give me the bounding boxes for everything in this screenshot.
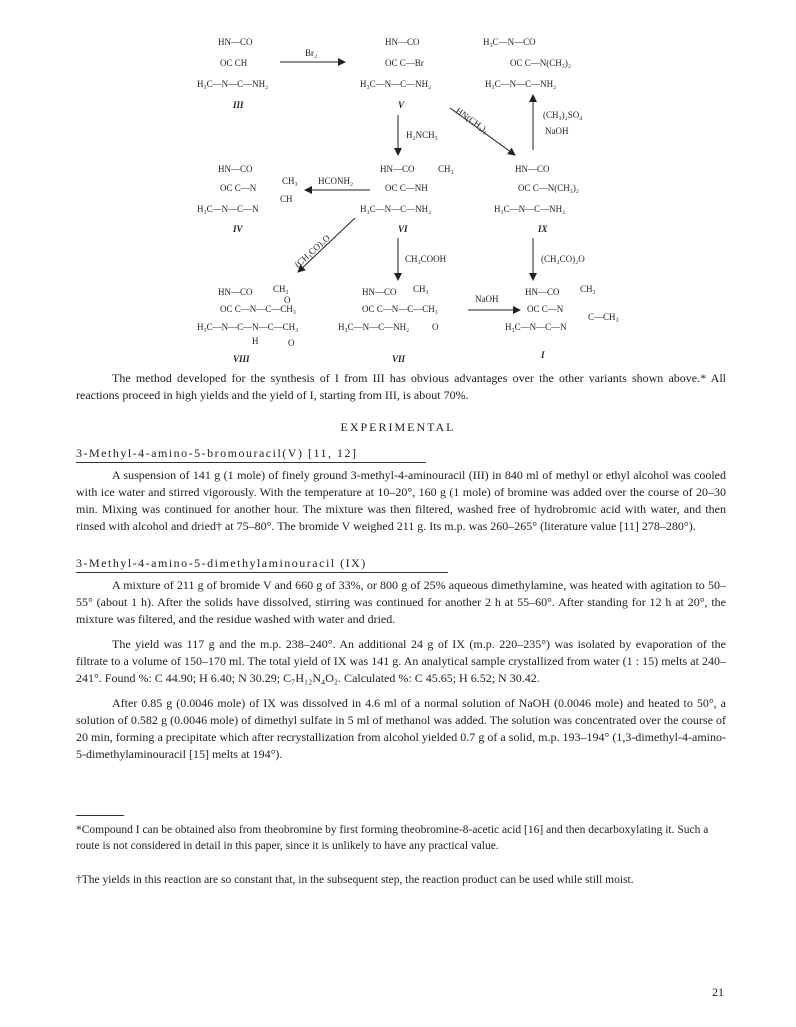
section-2-rule	[76, 572, 448, 573]
svg-text:C—CH₃: C—CH₃	[588, 312, 619, 322]
section-2-title: 3-Methyl-4-amino-5-dimethylaminouracil (IX)	[76, 556, 367, 570]
svg-text:HN—CO: HN—CO	[525, 287, 560, 297]
section-1-paragraph: A suspension of 141 g (1 mole) of finely ground 3-methyl-4-aminouracil (III) in 840 ml of methyl or ethyl alcohol was cooled with ice water and stirred vigorously. With the temperature at 10–20°, 160 g (1 mole) of bromine was added over the course of 20–30 min. Mixing was continued for another hour. The mixture was then filtered, washed free of hydrobromic acid with water, and then rinsed with alcohol and dried† at 75–80°. The bromide V weighed 211 g. Its m.p. was 260–265° (literature value [11] 278–280°).	[76, 468, 726, 533]
compound-VIII	[197, 284, 298, 364]
svg-text:OC C—N—C—CH₃: OC C—N—C—CH₃	[362, 304, 438, 314]
svg-text:VII: VII	[392, 354, 406, 364]
svg-text:HN—CO: HN—CO	[362, 287, 397, 297]
svg-text:IV: IV	[233, 224, 243, 234]
svg-text:O: O	[432, 322, 439, 332]
svg-text:H: H	[252, 336, 259, 346]
svg-text:HN—CO: HN—CO	[385, 37, 420, 47]
svg-text:H₃C—N—C—NH₂: H₃C—N—C—NH₂	[485, 79, 557, 89]
svg-text:VIII: VIII	[233, 354, 250, 364]
intro-paragraph-block	[76, 370, 726, 404]
svg-text:HN—CO: HN—CO	[380, 164, 415, 174]
svg-text:OC C—N(CH₃)₂: OC C—N(CH₃)₂	[518, 183, 580, 193]
svg-text:H₃C—N—C—NH₂: H₃C—N—C—NH₂	[494, 204, 566, 214]
reagent-naoh-2: NaOH	[475, 294, 499, 304]
footnote-dagger: †The yields in this reaction are so constant that, in the subsequent step, the reaction product can be used while still moist.	[76, 874, 634, 886]
reaction-scheme	[0, 0, 796, 365]
reagent-acetic-anhydride-right: (CH₃CO)₂O	[541, 254, 585, 264]
svg-text:CH₃: CH₃	[413, 284, 429, 294]
compound-VII	[338, 284, 439, 364]
svg-text:HN—CO: HN—CO	[218, 287, 253, 297]
reagent-acetic-acid: CH₃COOH	[405, 254, 447, 264]
svg-text:H₃C—N—C—N: H₃C—N—C—N	[197, 204, 259, 214]
svg-text:V: V	[398, 100, 405, 110]
svg-text:CH₃: CH₃	[273, 284, 289, 294]
reagent-formamide: HCONH₂	[318, 176, 354, 186]
svg-text:IX: IX	[538, 224, 548, 234]
compound-X	[483, 37, 571, 89]
intro-paragraph: The method developed for the synthesis of I from III has obvious advantages over the other variants shown above.* All reactions proceed in high yields and the yield of I, starting from III, is about 70%.	[76, 371, 726, 402]
svg-text:OC C—N: OC C—N	[527, 304, 564, 314]
compound-III	[197, 37, 268, 110]
svg-text:III: III	[233, 100, 244, 110]
compound-V	[360, 37, 431, 110]
svg-text:H₃C—N—CO: H₃C—N—CO	[483, 37, 536, 47]
section-2-paragraph-2: The yield was 117 g and the m.p. 238–240°. An additional 24 g of IX (m.p. 220–235°) was isolated by evaporation of the filtrate to a volume of 150–170 ml. The total yield of IX was 141 g. An analytical sample crystallized from water (1 : 15) melts at 240–241°. Found %: C 44.90; H 6.40; N 30.29; C₇H₁₂N₄O₂. Calculated %: C 45.65; H 6.52; N 30.42.	[76, 637, 726, 685]
svg-text:H₃C—N—C—NH₂: H₃C—N—C—NH₂	[360, 79, 432, 89]
svg-text:H₃C—N—C—N—C—CH₃: H₃C—N—C—N—C—CH₃	[197, 322, 299, 332]
svg-text:CH₃: CH₃	[580, 284, 596, 294]
svg-text:OC C—N—C—CH₃: OC C—N—C—CH₃	[220, 304, 296, 314]
svg-text:CH: CH	[280, 194, 293, 204]
reagent-naoh-1: NaOH	[545, 126, 569, 136]
reagent-br2: Br₂	[305, 48, 318, 58]
reagent-acetic-anhydride-left: (CH₃CO)₂O	[292, 232, 332, 270]
svg-text:I: I	[541, 350, 545, 360]
compound-IV	[197, 164, 298, 234]
svg-text:HN—CO: HN—CO	[515, 164, 550, 174]
section-1-body	[76, 467, 726, 535]
svg-text:CH₃: CH₃	[282, 176, 298, 186]
svg-text:H₃C—N—C—N: H₃C—N—C—N	[505, 322, 567, 332]
svg-text:OC CH: OC CH	[220, 58, 248, 68]
svg-text:OC C—N(CH₃)₂: OC C—N(CH₃)₂	[510, 58, 572, 68]
page-number: 21	[712, 985, 724, 999]
svg-text:HN—CO: HN—CO	[218, 37, 253, 47]
svg-text:OC C—N: OC C—N	[220, 183, 257, 193]
footnote-star: *Compound I can be obtained also from theobromine by first forming theobromine-8-acetic acid [16] and then decarboxylating it. Such a route is not considered in detail in this paper, since it is unlikely to have any practical value.	[76, 824, 709, 852]
footnote-divider	[76, 815, 124, 816]
svg-text:H₃C—N—C—NH₂: H₃C—N—C—NH₂	[197, 79, 269, 89]
section-1-title: 3-Methyl-4-amino-5-bromouracil(V) [11, 12]	[76, 446, 358, 460]
section-1-rule	[76, 462, 426, 463]
compound-I	[505, 284, 619, 360]
compound-IX	[494, 164, 579, 234]
svg-text:O: O	[284, 295, 291, 305]
compound-VI	[360, 164, 454, 234]
section-2-paragraph-3: After 0.85 g (0.0046 mole) of IX was dissolved in 4.6 ml of a normal solution of NaOH (0.0046 mole) and heated to 50°, a solution of 0.582 g (0.0046 mole) of dimethyl sulfate in 5 ml of methanol was added. The solution was concentrated over the course of 20 min, forming a precipitate which after recrystallization from alcohol yielded 0.7 g of a solid, m.p. 193–194° (1,3-dimethyl-4-amino-5-dimethylaminouracil [15] melts at 194°).	[76, 696, 726, 761]
svg-text:OC C—Br: OC C—Br	[385, 58, 424, 68]
experimental-heading: EXPERIMENTAL	[340, 420, 456, 434]
svg-text:VI: VI	[398, 224, 408, 234]
svg-text:H₃C—N—C—NH₂: H₃C—N—C—NH₂	[338, 322, 410, 332]
svg-text:H₃C—N—C—NH₂: H₃C—N—C—NH₂	[360, 204, 432, 214]
section-2-paragraph-1: A mixture of 211 g of bromide V and 660 g of 33%, or 800 g of 25% aqueous dimethylamine, was heated with agitation to 50–55° (about 1 h). After the solids have dissolved, stirring was continued for another 2 h at 55–60°. After standing for 12 h at 20°, the mixture was filtered, and the residue washed with water and dried.	[76, 578, 726, 626]
svg-text:OC C—NH: OC C—NH	[385, 183, 428, 193]
section-2-body	[76, 577, 726, 763]
reagent-dimethyl-sulfate: (CH₃)₂SO₄	[543, 110, 583, 120]
svg-text:HN—CO: HN—CO	[218, 164, 253, 174]
reagent-dimethylamine: HN(CH₃)₂	[453, 105, 491, 136]
svg-text:CH₃: CH₃	[438, 164, 454, 174]
svg-text:O: O	[288, 338, 295, 348]
reagent-methylamine: H₂NCH₃	[406, 130, 438, 140]
